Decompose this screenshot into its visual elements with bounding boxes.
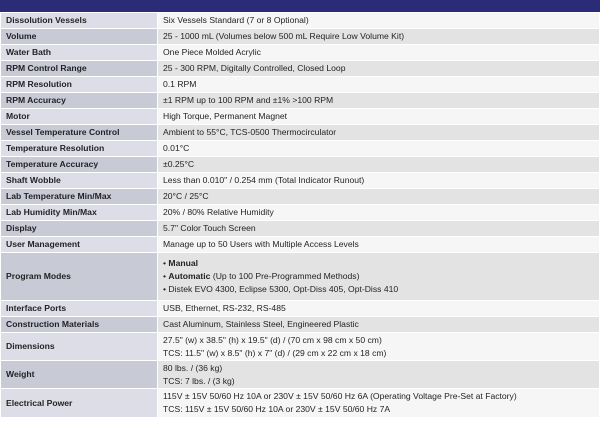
row-label: Electrical Power [1, 389, 158, 418]
bullet-icon: • [163, 271, 167, 281]
spec-table [0, 12, 600, 418]
mode-automatic [163, 271, 594, 282]
header-bar [0, 0, 600, 12]
row-value [158, 221, 600, 237]
row-label: Vessel Temperature Control [1, 125, 158, 141]
value-line: ±0.25°C [163, 159, 195, 169]
row-label: Volume [1, 29, 158, 45]
table-row [1, 389, 600, 418]
value-line: 20% / 80% Relative Humidity [163, 207, 274, 217]
row-label: Program Modes [1, 253, 158, 301]
bullet-icon: • [163, 258, 167, 268]
value-line: Ambient to 55°C, TCS-0500 Thermocirculator [163, 127, 337, 137]
table-row [1, 45, 600, 61]
row-label: Lab Humidity Min/Max [1, 205, 158, 221]
row-value [158, 189, 600, 205]
mode-automatic-detail: (Up to 100 Pre-Programmed Methods) [212, 271, 360, 281]
value-line: 0.01°C [163, 143, 190, 153]
value-line: 25 - 1000 mL (Volumes below 500 mL Require Low Volume Kit) [163, 31, 405, 41]
row-value [158, 109, 600, 125]
row-value [158, 77, 600, 93]
row-label: Dimensions [1, 333, 158, 361]
table-row [1, 77, 600, 93]
value-line: 115V ± 15V 50/60 Hz 10A or 230V ± 15V 50/60 Hz 6A (Operating Voltage Pre-Set at Factory) [163, 391, 517, 401]
value-line: Six Vessels Standard (7 or 8 Optional) [163, 15, 309, 25]
row-value [158, 61, 600, 77]
row-label: RPM Resolution [1, 77, 158, 93]
table-row [1, 125, 600, 141]
row-label: Temperature Resolution [1, 141, 158, 157]
row-value [158, 317, 600, 333]
table-row [1, 205, 600, 221]
value-line: ±1 RPM up to 100 RPM and ±1% >100 RPM [163, 95, 334, 105]
mode-manual [163, 258, 594, 269]
table-row [1, 61, 600, 77]
table-row [1, 157, 600, 173]
value-line: Cast Aluminum, Stainless Steel, Engineered Plastic [163, 319, 359, 329]
table-row [1, 189, 600, 205]
mode-manual-label: Manual [168, 258, 199, 268]
row-value [158, 205, 600, 221]
row-label: User Management [1, 237, 158, 253]
value-line: TCS: 115V ± 15V 50/60 Hz 10A or 230V ± 15V 50/60 Hz 7A [163, 404, 391, 414]
row-value [158, 45, 600, 61]
table-row [1, 253, 600, 301]
table-row [1, 13, 600, 29]
value-line: Less than 0.010" / 0.254 mm (Total Indicator Runout) [163, 175, 365, 185]
table-row [1, 93, 600, 109]
table-row [1, 173, 600, 189]
value-line: 27.5" (w) x 38.5" (h) x 19.5" (d) / (70 cm x 98 cm x 50 cm) [163, 334, 382, 345]
row-label: Weight [1, 361, 158, 389]
row-label: RPM Accuracy [1, 93, 158, 109]
table-row [1, 109, 600, 125]
table-row [1, 141, 600, 157]
row-label: Dissolution Vessels [1, 13, 158, 29]
row-label: Water Bath [1, 45, 158, 61]
row-value [158, 361, 600, 389]
value-line: TCS: 11.5" (w) x 8.5" (h) x 7" (d) / (29 cm x 22 cm x 18 cm) [163, 347, 387, 358]
value-line: 25 - 300 RPM, Digitally Controlled, Closed Loop [163, 63, 346, 73]
row-value [158, 237, 600, 253]
row-label: Display [1, 221, 158, 237]
value-line: Manage up to 50 Users with Multiple Access Levels [163, 239, 359, 249]
bullet-icon: • [163, 284, 167, 294]
row-value [158, 301, 600, 317]
mode-compat [163, 284, 594, 295]
row-label: Shaft Wobble [1, 173, 158, 189]
table-row [1, 317, 600, 333]
value-line: One Piece Molded Acrylic [163, 47, 261, 57]
value-line: USB, Ethernet, RS-232, RS-485 [163, 303, 286, 313]
row-value [158, 93, 600, 109]
value-line: TCS: 7 lbs. / (3 kg) [163, 375, 235, 386]
table-row [1, 333, 600, 361]
row-value [158, 29, 600, 45]
row-label: RPM Control Range [1, 61, 158, 77]
row-label: Construction Materials [1, 317, 158, 333]
value-line: 80 lbs. / (36 kg) [163, 362, 223, 373]
value-line: 5.7" Color Touch Screen [163, 223, 256, 233]
table-row [1, 301, 600, 317]
row-value [158, 333, 600, 361]
row-label: Lab Temperature Min/Max [1, 189, 158, 205]
value-line: High Torque, Permanent Magnet [163, 111, 288, 121]
row-value [158, 141, 600, 157]
value-line: 20°C / 25°C [163, 191, 209, 201]
mode-automatic-label: Automatic [168, 271, 211, 281]
table-row [1, 29, 600, 45]
row-value [158, 157, 600, 173]
row-value [158, 125, 600, 141]
value-line: 0.1 RPM [163, 79, 197, 89]
mode-compat-label: Distek EVO 4300, Eclipse 5300, Opt-Diss 405, Opt-Diss 410 [168, 284, 399, 294]
table-row [1, 361, 600, 389]
row-label: Temperature Accuracy [1, 157, 158, 173]
row-value [158, 389, 600, 418]
row-value [158, 253, 600, 301]
table-row [1, 237, 600, 253]
row-label: Motor [1, 109, 158, 125]
row-value [158, 173, 600, 189]
row-value [158, 13, 600, 29]
table-row [1, 221, 600, 237]
row-label: Interface Ports [1, 301, 158, 317]
